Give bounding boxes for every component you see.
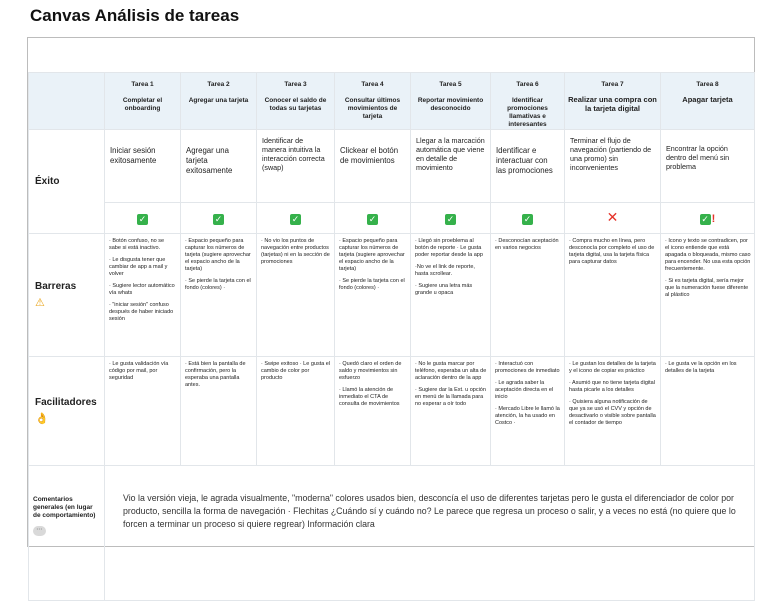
barreras-cell: · Espacio pequeño para capturar los números de tarjeta (sugiere aprovechar el espacio ancho de la tarjeta) · Se pierde la tarjeta con el fondo (colores) · <box>181 234 257 357</box>
header-corner <box>29 73 105 130</box>
check-icon: ✓ <box>214 214 223 224</box>
comentarios-text: Vio la versión vieja, le agrada visualmente, "moderna" colores usados bien, desconcía el uso de diferentes tarjetas pero le gusta el diferenciador de color por producto, sencilla la forma de navegación · Flechitas ¿Cuándo sí y cuándo no? Le parece que regresa un proceso o salir, y a veces no está (no quiere que lo forcen a terminar un proceso si quiere regrear) Información clara <box>105 466 755 601</box>
status-row <box>29 203 755 234</box>
cross-icon: ✕ <box>606 209 619 225</box>
status-cell <box>661 203 755 234</box>
exito-cell: Terminar el flujo de navegación (partiendo de una promo) sin inconvenientes <box>565 130 661 203</box>
exito-cell: Llegar a la marcación automática que viene en detalle de movimiento <box>411 130 491 203</box>
task-header: Tarea 4 Consultar últimos movimientos de tarjeta <box>335 73 411 130</box>
status-cell <box>491 203 565 234</box>
task-analysis-canvas <box>27 37 755 547</box>
task-header: Tarea 2 Agregar una tarjeta <box>181 73 257 130</box>
row-label-comentarios: Comentarios generales (en lugar de comportamiento) ··· <box>29 466 105 601</box>
facilitadores-cell: · No le gusta marcar por teléfono, esperaba un alta de aclaración dentro de la app · Sugiere dar la Ext. u opción en menú de la llamada para no esperar a oír todo <box>411 357 491 466</box>
speech-bubble-icon: ··· <box>33 526 46 536</box>
check-icon: ✓ <box>291 214 300 224</box>
status-cell <box>565 203 661 234</box>
barreras-cell: · Compra mucho en línea, pero desconocía por completo el uso de tarjeta digital, usa la tarjeta física para capturar datos <box>565 234 661 357</box>
check-icon: ✓ <box>368 214 377 224</box>
facilitadores-cell: · Le gusta validación vía código por mail, por seguridad <box>105 357 181 466</box>
barreras-cell: · No vio los puntos de navegación entre productos (tarjetas) ni en la sección de promociones <box>257 234 335 357</box>
task-header: Tarea 1 Completar el onboarding <box>105 73 181 130</box>
exito-cell: Encontrar la opción dentro del menú sin problema <box>661 130 755 203</box>
barreras-cell: · Icono y texto se contradicen, por el icono entiende que está apagada o bloqueada, mismo caso para encender. No usa esta opción frecuentemente. · Si es tarjeta digital, sería mejor que la numeración fuese diferente al plástico <box>661 234 755 357</box>
check-icon: ✓ <box>701 214 709 224</box>
check-icon: ✓ <box>523 214 532 224</box>
facilitadores-cell: · Está bien la pantalla de confirmación, pero la esperaba una pantalla antes. <box>181 357 257 466</box>
status-cell <box>105 203 181 234</box>
task-header: Tarea 6 Identificar promociones llamativas e interesantes <box>491 73 565 130</box>
task-header: Tarea 8 Apagar tarjeta <box>661 73 755 130</box>
ok-hand-icon: 👌 <box>35 413 49 425</box>
row-label-barreras: Barreras ⚠ <box>29 234 105 357</box>
task-header: Tarea 7 Realizar una compra con la tarjeta digital <box>565 73 661 130</box>
row-label-facilitadores: Facilitadores 👌 <box>29 357 105 466</box>
facilitadores-cell: · Le gustan los detalles de la tarjeta y el icono de copiar es práctico · Asumió que no tiene tarjeta digital hasta picarle a los detalles · Quisiera alguna notificación de que ya se usó el CVV y opción de desactivarlo o visible sobre pantalla el contador de tiempo <box>565 357 661 466</box>
task-analysis-table <box>28 72 755 601</box>
exito-cell: Clickear el botón de movimientos <box>335 130 411 203</box>
barreras-cell: · Espacio pequeño para capturar los números de tarjeta (sugiere aprovechar el espacio ancho de la tarjeta) · Se pierde la tarjeta con el fondo (colores) · <box>335 234 411 357</box>
status-cell <box>411 203 491 234</box>
barreras-cell: · Llegó sin proeblema al botón de reporte · Le gusta poder reportar desde la app ·No ve el link de reporte, hasta scrollear. · Sugiere una letra más grande u opaca <box>411 234 491 357</box>
facilitadores-cell: · Swipe exitoso · Le gusta el cambio de color por producto <box>257 357 335 466</box>
barreras-cell: · Botón confuso, no se sabe si está inactivo. · Le disgusta tener que cambiar de app a mail y volver · Sugiere lector automático vía whats · "iniciar sesión" confuso después de haber iniciado sesión <box>105 234 181 357</box>
status-cell <box>257 203 335 234</box>
task-header: Tarea 5 Reportar movimiento desconocido <box>411 73 491 130</box>
facilitadores-cell: · Quedó claro el orden de saldo y movimientos sin esfuerzo · Llamó la atención de inmediato el CTA de consulta de movimientos <box>335 357 411 466</box>
exito-cell: Iniciar sesión exitosamente <box>105 130 181 203</box>
row-label-exito: Éxito <box>29 130 105 234</box>
check-icon: ✓ <box>446 214 455 224</box>
barreras-row <box>29 234 755 357</box>
header-row <box>29 73 755 130</box>
comentarios-row <box>29 466 755 601</box>
alert-icon: ! <box>711 213 716 225</box>
facilitadores-cell: · Interactuó con promociones de inmediato · Le agrada saber la aceptación directa en el inicio · Mercado Libre le llamó la atención, la ha usado en Costco · <box>491 357 565 466</box>
facilitadores-cell: · Le gusta ve la opción en los detalles de la tarjeta <box>661 357 755 466</box>
warning-icon: ⚠ <box>35 297 45 309</box>
task-header: Tarea 3 Conocer el saldo de todas su tarjetas <box>257 73 335 130</box>
exito-cell: Identificar e interactuar con las promociones <box>491 130 565 203</box>
page-title: Canvas Análisis de tareas <box>30 6 240 25</box>
check-icon: ✓ <box>138 214 147 224</box>
exito-cell: Agregar una tarjeta exitosamente <box>181 130 257 203</box>
exito-cell: Identificar de manera intuitiva la interacción correcta (swap) <box>257 130 335 203</box>
status-cell <box>181 203 257 234</box>
barreras-cell: · Desconocían aceptación en varios negocios <box>491 234 565 357</box>
facilitadores-row <box>29 357 755 466</box>
status-cell <box>335 203 411 234</box>
exito-row <box>29 130 755 203</box>
